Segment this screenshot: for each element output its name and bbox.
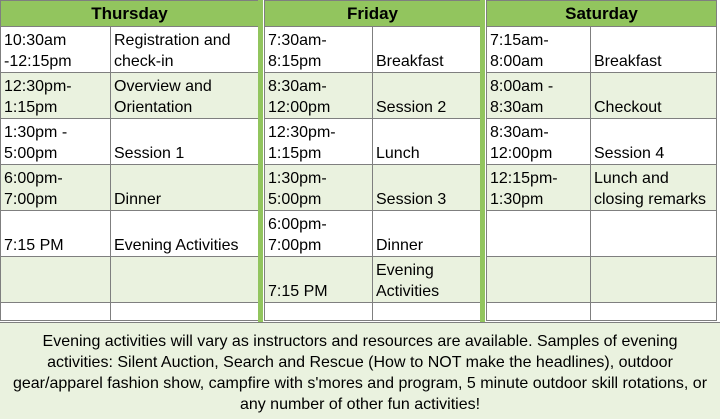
activity-cell: Overview and Orientation bbox=[111, 73, 259, 119]
time-cell bbox=[487, 257, 591, 303]
activity-cell: Session 3 bbox=[373, 165, 481, 211]
thursday-schedule bbox=[0, 0, 259, 321]
time-cell bbox=[487, 303, 591, 321]
time-cell bbox=[1, 257, 111, 303]
activity-cell: Lunch bbox=[373, 119, 481, 165]
activity-cell: Breakfast bbox=[591, 27, 717, 73]
activity-cell bbox=[373, 303, 481, 321]
time-cell bbox=[1, 303, 111, 321]
time-cell bbox=[265, 303, 373, 321]
activity-cell: Session 1 bbox=[111, 119, 259, 165]
friday-schedule bbox=[264, 0, 481, 321]
time-cell: 7:30am- 8:15pm bbox=[265, 27, 373, 73]
time-cell: 12:30pm- 1:15pm bbox=[265, 119, 373, 165]
activity-cell bbox=[591, 257, 717, 303]
day-header-saturday: Saturday bbox=[487, 1, 717, 27]
time-cell: 10:30am -12:15pm bbox=[1, 27, 111, 73]
activity-cell: Breakfast bbox=[373, 27, 481, 73]
time-cell: 8:30am- 12:00pm bbox=[487, 119, 591, 165]
time-cell: 7:15 PM bbox=[1, 211, 111, 257]
activity-cell: Session 2 bbox=[373, 73, 481, 119]
activity-cell bbox=[591, 211, 717, 257]
time-cell: 8:00am - 8:30am bbox=[487, 73, 591, 119]
activity-cell: Session 4 bbox=[591, 119, 717, 165]
activity-cell bbox=[591, 303, 717, 321]
activity-cell bbox=[111, 303, 259, 321]
time-cell: 7:15am- 8:00am bbox=[487, 27, 591, 73]
time-cell: 12:15pm- 1:30pm bbox=[487, 165, 591, 211]
activity-cell: Registration and check-in bbox=[111, 27, 259, 73]
activity-cell: Lunch and closing remarks bbox=[591, 165, 717, 211]
column-separator bbox=[480, 0, 485, 322]
time-cell bbox=[487, 211, 591, 257]
activity-cell: Checkout bbox=[591, 73, 717, 119]
time-cell: 6:00pm- 7:00pm bbox=[265, 211, 373, 257]
evening-activities-note: Evening activities will vary as instructors and resources are available. Samples of evening activities: Silent Auction, Search and Rescue (How to NOT make the headlines), outdoor gear/apparel fashion show, campfire with s'mores and program, 5 minute outdoor skill rotations, or any number of other fun activities! bbox=[0, 322, 720, 419]
time-cell: 1:30pm - 5:00pm bbox=[1, 119, 111, 165]
time-cell: 8:30am- 12:00pm bbox=[265, 73, 373, 119]
saturday-schedule bbox=[486, 0, 717, 321]
time-cell: 1:30pm- 5:00pm bbox=[265, 165, 373, 211]
activity-cell bbox=[111, 257, 259, 303]
day-header-friday: Friday bbox=[265, 1, 481, 27]
column-separator bbox=[258, 0, 263, 322]
time-cell: 6:00pm- 7:00pm bbox=[1, 165, 111, 211]
activity-cell: Dinner bbox=[373, 211, 481, 257]
activity-cell: Evening Activities bbox=[373, 257, 481, 303]
time-cell: 7:15 PM bbox=[265, 257, 373, 303]
day-header-thursday: Thursday bbox=[1, 1, 259, 27]
activity-cell: Dinner bbox=[111, 165, 259, 211]
activity-cell: Evening Activities bbox=[111, 211, 259, 257]
time-cell: 12:30pm- 1:15pm bbox=[1, 73, 111, 119]
